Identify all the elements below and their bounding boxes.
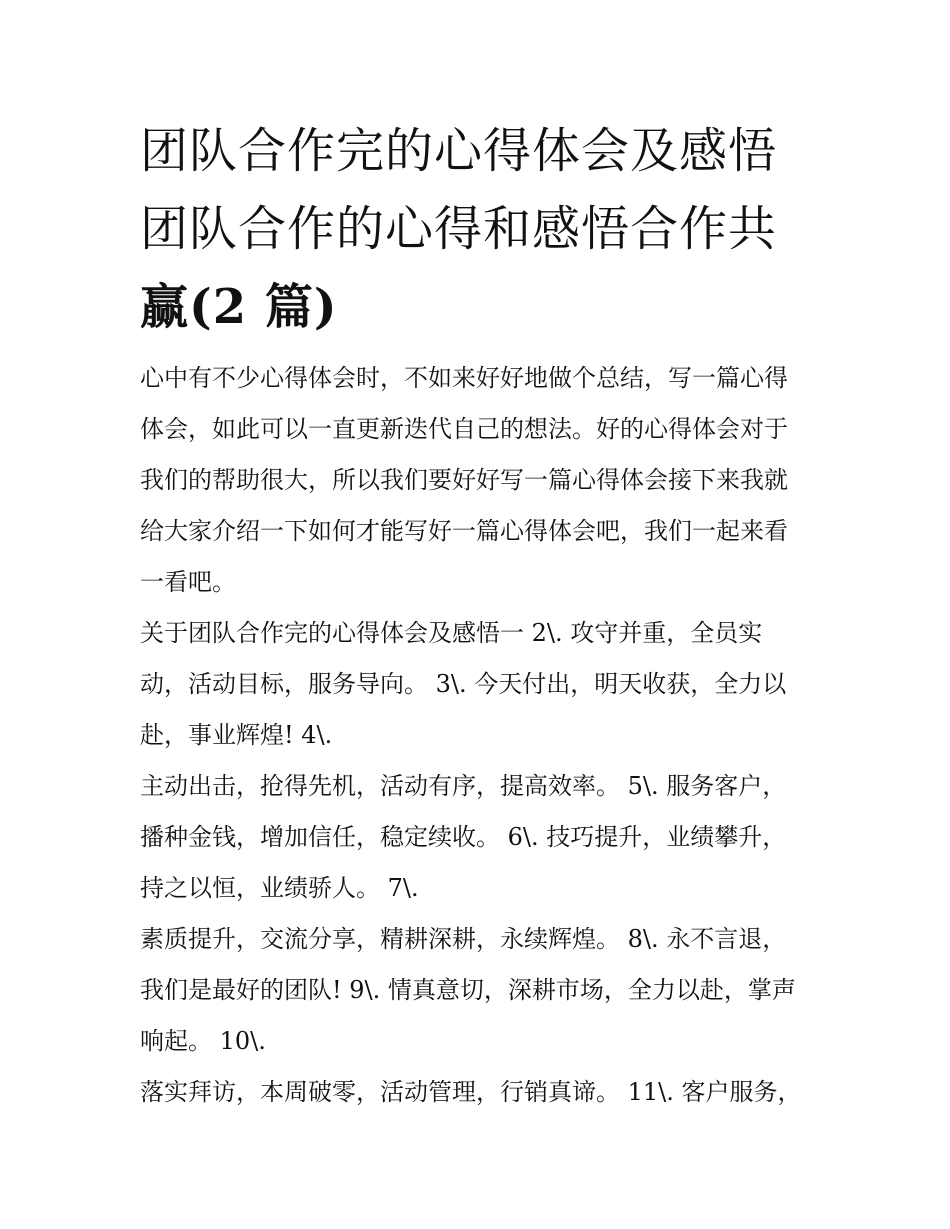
text-line: 素质提升，交流分享，精耕深耕，永续辉煌。 8\. 永不言退， xyxy=(140,925,787,953)
text-line: 落实拜访，本周破零，活动管理，行销真谛。 11\. 客户服务， xyxy=(140,1078,802,1106)
text-line: 心中有不少心得体会时，不如来好好地做个总结，写一篇心得 xyxy=(140,364,788,392)
text-line: 主动出击，抢得先机，活动有序，提高效率。 5\. 服务客户， xyxy=(140,772,787,800)
paragraph xyxy=(140,761,820,914)
text-line: 持之以恒，业绩骄人。 7\. xyxy=(140,874,419,902)
text-line: 一看吧。 xyxy=(140,568,236,596)
title-line: 团队合作完的心得体会及感悟 xyxy=(140,123,778,179)
title-line: 赢(2 篇) xyxy=(140,279,338,335)
text-line: 赴，事业辉煌! 4\. xyxy=(140,721,333,749)
paragraph xyxy=(140,1067,820,1118)
text-line: 动，活动目标，服务导向。 3\. 今天付出，明天收获，全力以 xyxy=(140,670,787,698)
paragraph xyxy=(140,608,820,761)
text-line: 体会，如此可以一直更新迭代自己的想法。好的心得体会对于 xyxy=(140,415,788,443)
text-line: 我们的帮助很大，所以我们要好好写一篇心得体会接下来我就 xyxy=(140,466,788,494)
text-line: 播种金钱，增加信任，稳定续收。 6\. 技巧提升，业绩攀升， xyxy=(140,823,787,851)
document-body xyxy=(140,353,820,1118)
document-title xyxy=(140,112,820,346)
title-line: 团队合作的心得和感悟合作共 xyxy=(140,201,778,257)
text-line: 响起。 10\. xyxy=(140,1027,266,1055)
text-line: 我们是最好的团队! 9\. 情真意切，深耕市场，全力以赴，掌声 xyxy=(140,976,796,1004)
paragraph-intro xyxy=(140,353,820,608)
paragraph xyxy=(140,914,820,1067)
text-line: 关于团队合作完的心得体会及感悟一 2\. 攻守并重，全员实 xyxy=(140,619,763,647)
text-line: 给大家介绍一下如何才能写好一篇心得体会吧，我们一起来看 xyxy=(140,517,788,545)
